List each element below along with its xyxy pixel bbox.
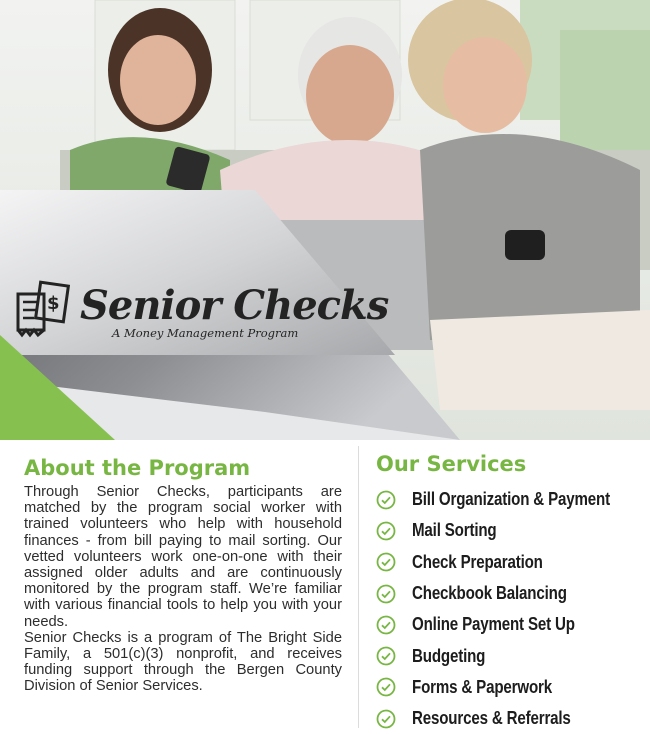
service-label: Online Payment Set Up	[412, 614, 575, 635]
service-item	[376, 703, 646, 734]
check-circle-icon	[376, 552, 396, 572]
services-section	[376, 452, 646, 734]
service-label: Checkbook Balancing	[412, 583, 567, 604]
service-item	[376, 672, 646, 703]
check-circle-icon	[376, 521, 396, 541]
service-item	[376, 640, 646, 671]
about-paragraph-1: Through Senior Checks, participants are matched by the program social worker with trained volunteers who help with household finances - from bill paying to mail sorting. Our vetted volunteers work one-on-one with their assigned older adults and are continuously monitored by the program staff. We’re familiar with various financial tools to help you with your needs.	[24, 484, 342, 630]
about-paragraph-2: Senior Checks is a program of The Bright Side Family, a 501(c)(3) nonprofit, and receives funding support through the Bergen County Division of Senior Services.	[24, 629, 342, 695]
services-list	[376, 484, 646, 734]
about-section	[24, 456, 342, 695]
service-item	[376, 515, 646, 546]
service-label: Mail Sorting	[412, 520, 497, 541]
check-circle-icon	[376, 584, 396, 604]
service-item	[376, 547, 646, 578]
service-label: Budgeting	[412, 645, 486, 666]
about-heading: About the Program	[24, 456, 251, 480]
service-item	[376, 609, 646, 640]
service-label: Forms & Paperwork	[412, 676, 552, 697]
service-label: Resources & Referrals	[412, 708, 571, 729]
service-label: Bill Organization & Payment	[412, 489, 610, 510]
check-circle-icon	[376, 646, 396, 666]
brand-title: Senior Checks	[80, 282, 389, 329]
svg-text:$: $	[47, 293, 60, 314]
check-circle-icon	[376, 709, 396, 729]
brand-subtitle: A Money Management Program	[112, 326, 299, 340]
service-item	[376, 484, 646, 515]
column-divider	[358, 446, 359, 728]
check-circle-icon	[376, 615, 396, 635]
service-item	[376, 578, 646, 609]
checks-receipt-icon	[14, 280, 76, 342]
services-heading: Our Services	[376, 452, 527, 476]
check-circle-icon	[376, 677, 396, 697]
senior-checks-logo	[14, 280, 389, 350]
service-label: Check Preparation	[412, 551, 543, 572]
check-circle-icon	[376, 490, 396, 510]
